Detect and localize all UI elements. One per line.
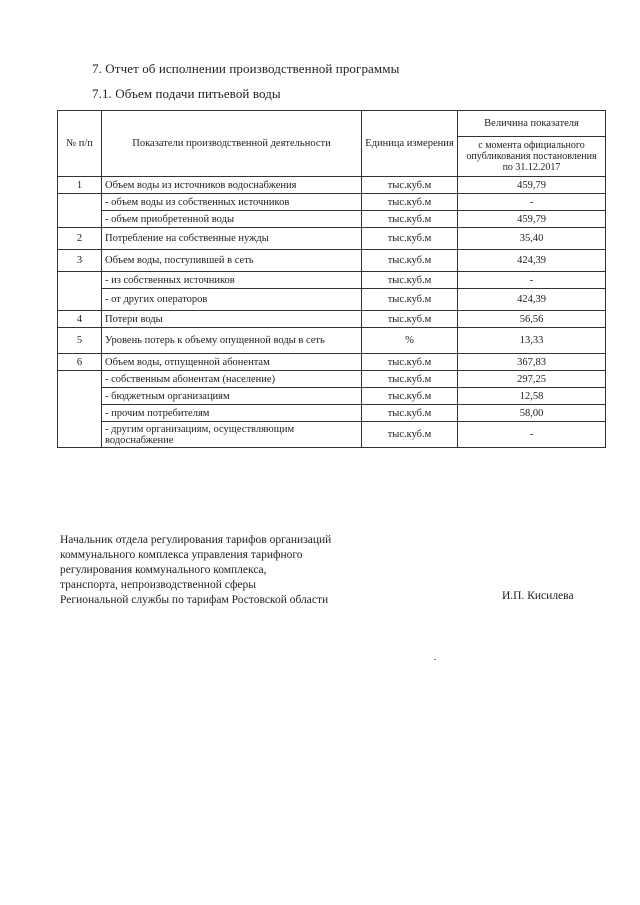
- signature-block: [60, 533, 331, 608]
- row-number: 4: [58, 311, 102, 328]
- row-value: 12,58: [458, 388, 606, 405]
- header-indicator: Показатели производственной деятельности: [102, 111, 362, 177]
- row-number: 6: [58, 354, 102, 371]
- scan-speck: [434, 659, 436, 660]
- subsection-title: 7.1. Объем подачи питьевой воды: [92, 86, 281, 101]
- row-value: 13,33: [458, 328, 606, 354]
- header-value: Величина показателя: [458, 111, 606, 137]
- table-row: [58, 405, 606, 422]
- row-indicator: - от других операторов: [102, 289, 362, 311]
- signature-line: регулирования коммунального комплекса,: [60, 564, 267, 576]
- header-unit: Единица измерения: [362, 111, 458, 177]
- row-value: 297,25: [458, 371, 606, 388]
- row-value: 58,00: [458, 405, 606, 422]
- row-unit: тыс.куб.м: [362, 177, 458, 194]
- table-row: [58, 371, 606, 388]
- table-row: [58, 211, 606, 228]
- row-indicator: Объем воды, отпущенной абонентам: [102, 354, 362, 371]
- row-value: 424,39: [458, 250, 606, 272]
- row-indicator: - объем приобретенной воды: [102, 211, 362, 228]
- water-supply-table: [57, 110, 606, 448]
- row-number: [58, 194, 102, 228]
- row-value: -: [458, 272, 606, 289]
- row-unit: тыс.куб.м: [362, 354, 458, 371]
- row-value: -: [458, 194, 606, 211]
- row-unit: тыс.куб.м: [362, 228, 458, 250]
- signature-line: Региональной службы по тарифам Ростовской области: [60, 594, 329, 606]
- header-value-period: с момента официального опубликования постановления по 31.12.2017: [458, 137, 606, 177]
- signature-line: коммунального комплекса управления тарифного: [60, 549, 303, 561]
- row-indicator: Потери воды: [102, 311, 362, 328]
- row-indicator: - прочим потребителям: [102, 405, 362, 422]
- signature-line: транспорта, непроизводственной сферы: [60, 579, 256, 591]
- row-number: [58, 371, 102, 448]
- row-number: 2: [58, 228, 102, 250]
- row-indicator: - из собственных источников: [102, 272, 362, 289]
- table-row: [58, 422, 606, 448]
- row-value: 424,39: [458, 289, 606, 311]
- table-row: [58, 311, 606, 328]
- row-number: 3: [58, 250, 102, 272]
- row-value: 459,79: [458, 177, 606, 194]
- row-indicator: - собственным абонентам (население): [102, 371, 362, 388]
- row-unit: тыс.куб.м: [362, 289, 458, 311]
- row-unit: тыс.куб.м: [362, 422, 458, 448]
- row-unit: тыс.куб.м: [362, 371, 458, 388]
- row-indicator: - другим организациям, осуществляющим водоснабжение: [102, 422, 362, 448]
- row-unit: тыс.куб.м: [362, 211, 458, 228]
- row-value: 459,79: [458, 211, 606, 228]
- row-unit: тыс.куб.м: [362, 250, 458, 272]
- row-number: 1: [58, 177, 102, 194]
- row-indicator: Уровень потерь к объему опущенной воды в сеть: [102, 328, 362, 354]
- row-indicator: Потребление на собственные нужды: [102, 228, 362, 250]
- row-unit: тыс.куб.м: [362, 405, 458, 422]
- signature-line: Начальник отдела регулирования тарифов организаций: [60, 534, 332, 546]
- row-unit: %: [362, 328, 458, 354]
- row-indicator: Объем воды из источников водоснабжения: [102, 177, 362, 194]
- row-indicator: Объем воды, поступившей в сеть: [102, 250, 362, 272]
- table-row: [58, 177, 606, 194]
- row-unit: тыс.куб.м: [362, 311, 458, 328]
- table-row: [58, 289, 606, 311]
- row-number: [58, 272, 102, 311]
- row-unit: тыс.куб.м: [362, 194, 458, 211]
- row-value: -: [458, 422, 606, 448]
- table-row: [58, 250, 606, 272]
- row-unit: тыс.куб.м: [362, 272, 458, 289]
- row-value: 35,40: [458, 228, 606, 250]
- row-unit: тыс.куб.м: [362, 388, 458, 405]
- table-row: [58, 354, 606, 371]
- row-indicator: - бюджетным организациям: [102, 388, 362, 405]
- row-number: 5: [58, 328, 102, 354]
- table-row: [58, 194, 606, 211]
- signer-name: И.П. Кисилева: [502, 590, 574, 602]
- section-title: 7. Отчет об исполнении производственной программы: [92, 61, 400, 76]
- row-value: 56,56: [458, 311, 606, 328]
- table-row: [58, 272, 606, 289]
- table-row: [58, 388, 606, 405]
- row-indicator: - объем воды из собственных источников: [102, 194, 362, 211]
- row-value: 367,83: [458, 354, 606, 371]
- table-row: [58, 328, 606, 354]
- table-row: [58, 228, 606, 250]
- header-num: № п/п: [58, 111, 102, 177]
